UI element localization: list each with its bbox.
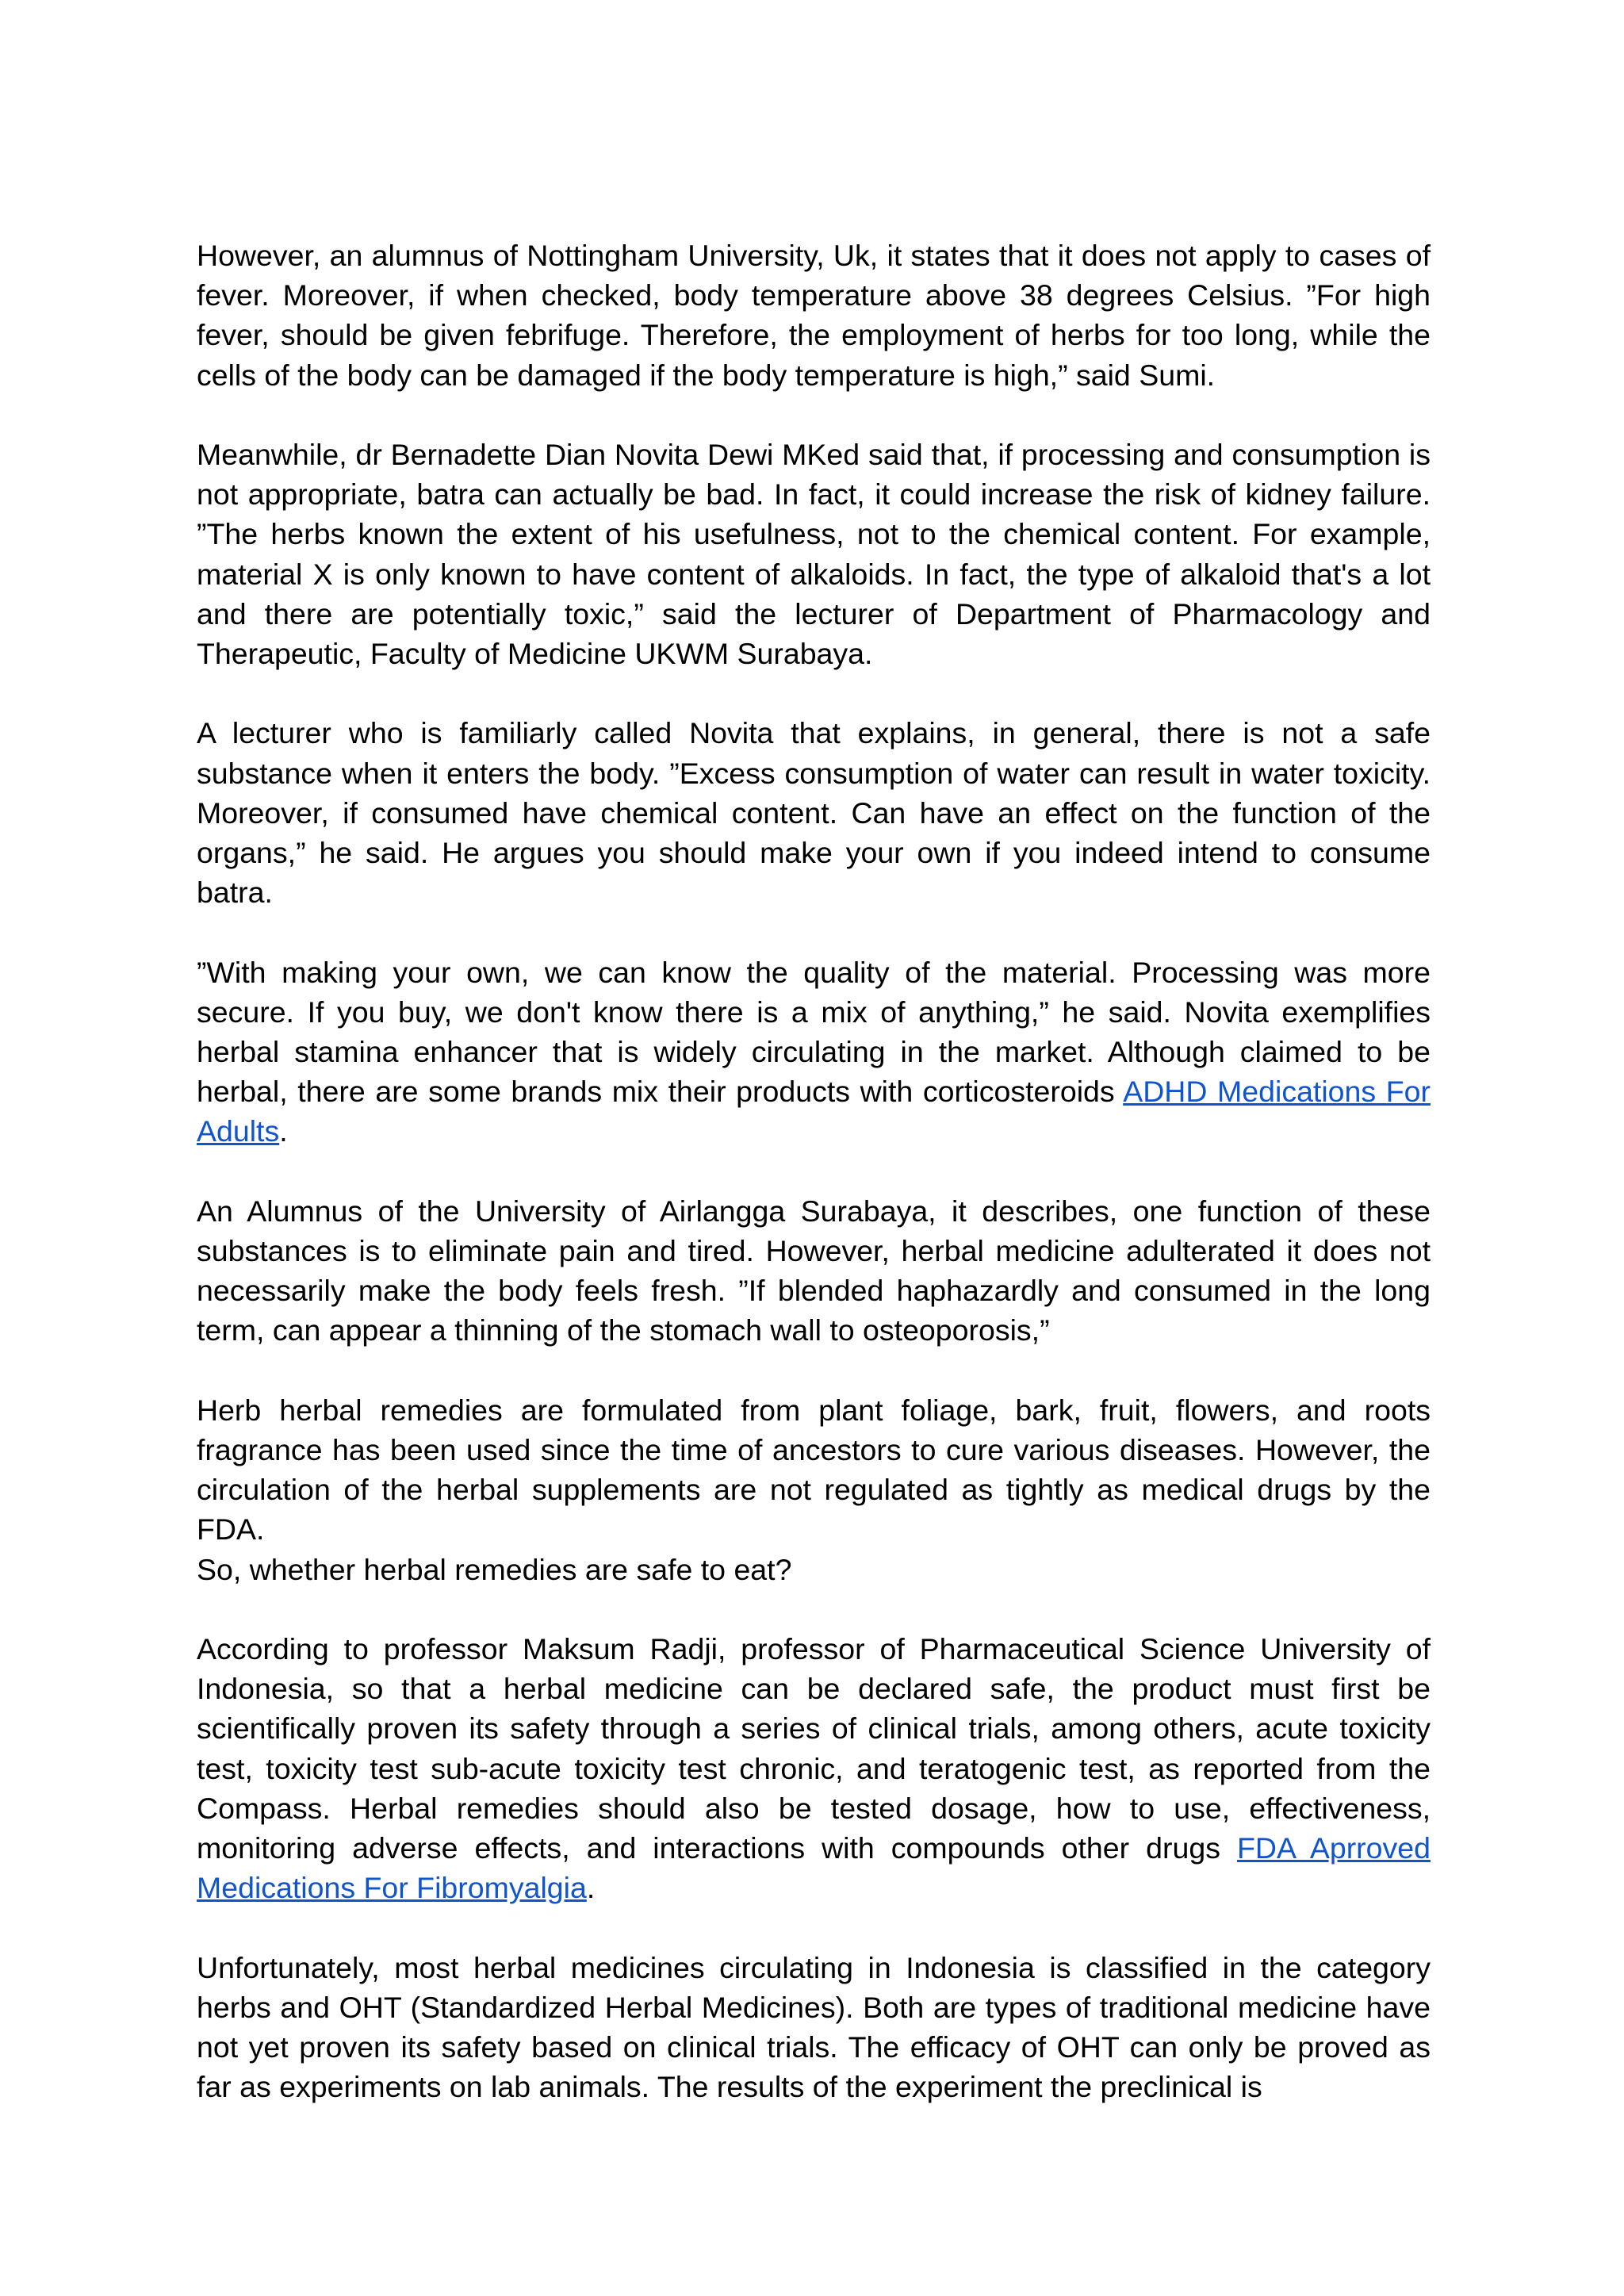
paragraph-herb-remedies — [197, 1390, 1431, 1550]
paragraph-airlangga-alumnus — [197, 1191, 1431, 1351]
paragraph-safe-question — [197, 1550, 1431, 1589]
paragraph-text: However, an alumnus of Nottingham University, Uk, it states that it does not apply to cases of fever. Moreover, if when checked, body temperature above 38 degrees Celsius. ”For high fever, should be given febrifuge. Therefore, the employment of herbs for too long, while the cells of the body can be damaged if the body temperature is high,” said Sumi. — [197, 239, 1431, 392]
paragraph-text: Meanwhile, dr Bernadette Dian Novita Dewi MKed said that, if processing and consumption is not appropriate, batra can actually be bad. In fact, it could increase the risk of kidney failure. ”The herbs known the extent of his usefulness, not to the chemical content. For example, material X is only known to have content of alkaloids. In fact, the type of alkaloid that's a lot and there are potentially toxic,” said the lecturer of Department of Pharmacology and Therapeutic, Faculty of Medicine UKWM Surabaya. — [197, 438, 1431, 671]
paragraph-text: Herb herbal remedies are formulated from plant foliage, bark, fruit, flowers, and roots fragrance has been used since the time of ancestors to cure various diseases. However, the circulation of the herbal supplements are not regulated as tightly as medical drugs by the FDA. — [197, 1393, 1431, 1547]
paragraph-text: ”With making your own, we can know the quality of the material. Processing was more secure. If you buy, we don't know there is a mix of anything,” he said. Novita exemplifies herbal stamina enhancer that is widely circulating in the market. Although claimed to be herbal, there are some brands mix their products with corticosteroids — [197, 955, 1431, 1109]
paragraph-text: According to professor Maksum Radji, professor of Pharmaceutical Science University of Indonesia, so that a herbal medicine can be declared safe, the product must first be scientifically proven its safety through a series of clinical trials, among others, acute toxicity test, toxicity test sub-acute toxicity test chronic, and teratogenic test, as reported from the Compass. Herbal remedies should also be tested dosage, how to use, effectiveness, monitoring adverse effects, and interactions with compounds other drugs — [197, 1632, 1431, 1865]
adhd-medications-link[interactable]: ADHD Medications For Adults — [197, 1075, 1431, 1148]
paragraph-text: A lecturer who is familiarly called Novita that explains, in general, there is not a safe substance when it enters the body. ”Excess consumption of water can result in water toxicity. Moreover, if consumed have chemical content. Can have an effect on the function of the organs,” he said. He argues you should make your own if you indeed intend to consume batra. — [197, 716, 1431, 910]
paragraph-text: An Alumnus of the University of Airlangga Surabaya, it describes, one function of these substances is to eliminate pain and tired. However, herbal medicine adulterated it does not necessarily make the body feels fresh. ”If blended haphazardly and consumed in the long term, can appear a thinning of the stomach wall to osteoporosis,” — [197, 1194, 1431, 1347]
paragraph-fever — [197, 236, 1431, 395]
paragraph-lecturer-novita — [197, 713, 1431, 912]
paragraph-text: Unfortunately, most herbal medicines circulating in Indonesia is classified in the category herbs and OHT (Standardized Herbal Medicines). Both are types of traditional medicine have not yet proven its safety based on clinical trials. The efficacy of OHT can only be proved as far as experiments on lab animals. The results of the experiment the preclinical is — [197, 1950, 1431, 2104]
paragraph-maksum-radji — [197, 1629, 1431, 1907]
paragraph-making-your-own — [197, 953, 1431, 1152]
paragraph-novita-dewi — [197, 435, 1431, 673]
paragraph-text-after-link: . — [279, 1114, 288, 1148]
paragraph-text-after-link: . — [586, 1871, 596, 1905]
paragraph-oht-classification — [197, 1948, 1431, 2107]
paragraph-text: So, whether herbal remedies are safe to eat? — [197, 1552, 792, 1586]
document-page — [197, 236, 1431, 2106]
fda-fibromyalgia-link[interactable]: FDA Aprroved Medications For Fibromyalgia — [197, 1831, 1431, 1905]
